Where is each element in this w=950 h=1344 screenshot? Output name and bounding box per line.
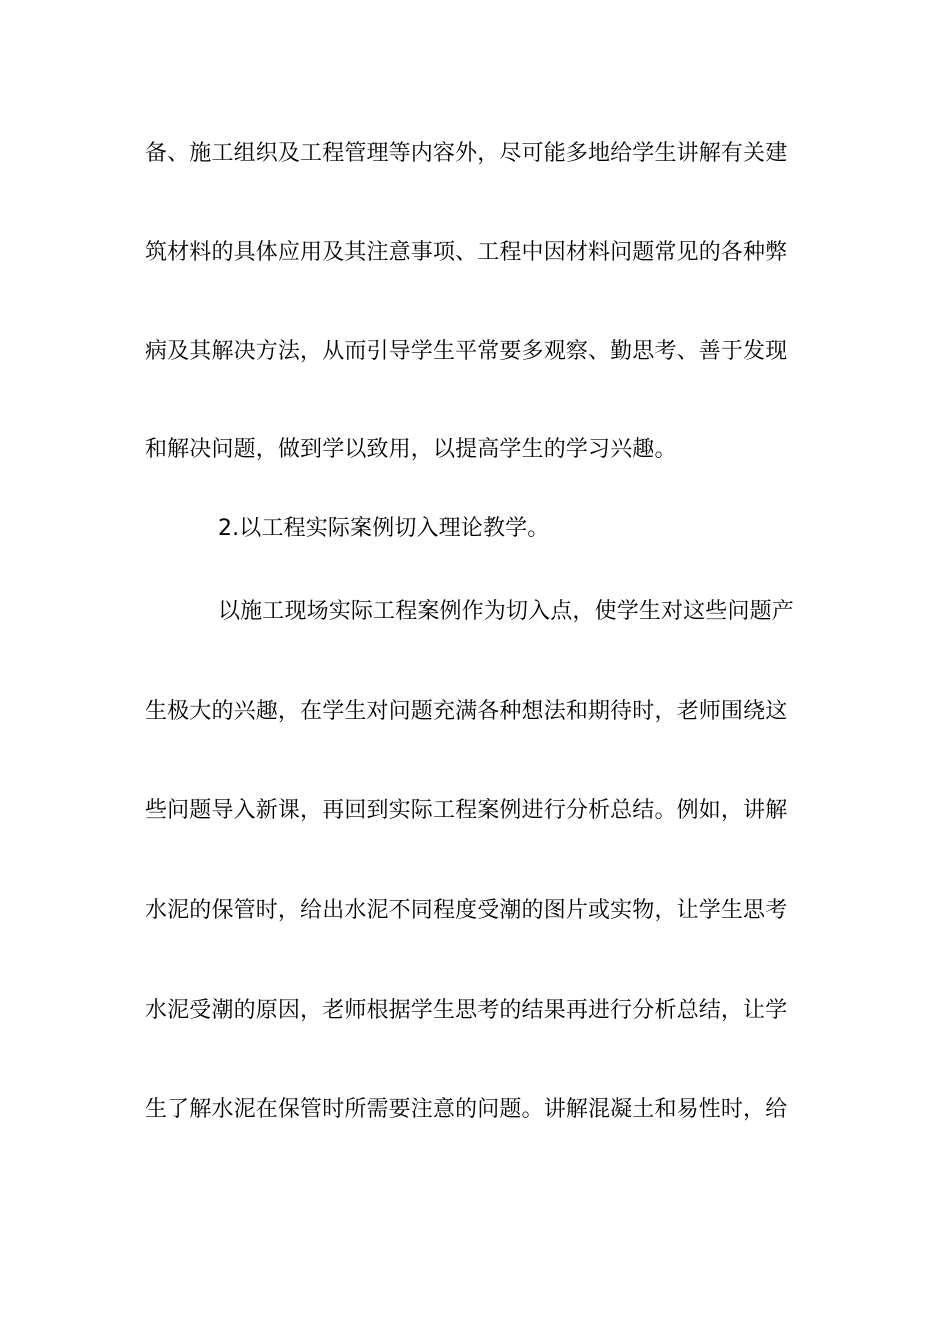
paragraph-line: 筑材料的具体应用及其注意事项、工程中因材料问题常见的各种弊: [145, 240, 788, 265]
paragraph-line: 水泥的保管时，给出水泥不同程度受潮的图片或实物，让学生思考: [145, 898, 788, 923]
paragraph-line: 生极大的兴趣，在学生对问题充满各种想法和期待时，老师围绕这: [145, 699, 788, 724]
paragraph-line: 病及其解决方法，从而引导学生平常要多观察、勤思考、善于发现: [145, 339, 788, 364]
paragraph-line: 以施工现场实际工程案例作为切入点，使学生对这些问题产: [218, 599, 794, 624]
paragraph-line: 生了解水泥在保管时所需要注意的问题。讲解混凝土和易性时，给: [145, 1097, 788, 1122]
paragraph-line: 水泥受潮的原因，老师根据学生思考的结果再进行分析总结，让学: [145, 998, 788, 1023]
section-heading: 2.以工程实际案例切入理论教学。: [218, 516, 550, 541]
paragraph-line: 和解决问题，做到学以致用，以提高学生的学习兴趣。: [145, 437, 677, 462]
paragraph-line: 些问题导入新课，再回到实际工程案例进行分析总结。例如，讲解: [145, 798, 788, 823]
paragraph-line: 备、施工组织及工程管理等内容外，尽可能多地给学生讲解有关建: [145, 141, 788, 166]
